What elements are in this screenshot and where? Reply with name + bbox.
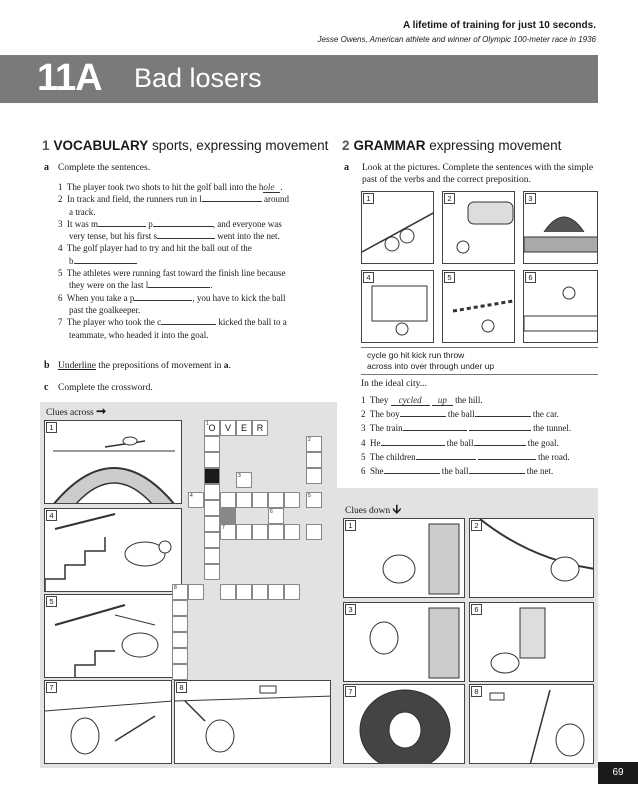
grammar-sentence-2: 2 The boy the ball the car. bbox=[361, 409, 559, 420]
arrow-down-icon: 🡫 bbox=[392, 502, 402, 516]
answer-field[interactable] bbox=[153, 218, 213, 227]
answer-field[interactable] bbox=[74, 255, 136, 264]
crossword-cell[interactable]: 8 bbox=[172, 584, 188, 600]
section2-title: GRAMMAR bbox=[353, 138, 426, 153]
answer-field[interactable] bbox=[384, 465, 440, 474]
crossword-cell[interactable] bbox=[284, 524, 300, 540]
across-panel-4: 4 bbox=[44, 508, 182, 592]
crossword-cell[interactable] bbox=[306, 452, 322, 468]
section1-title: VOCABULARY bbox=[53, 138, 149, 153]
preposition-list: across into over through under up bbox=[367, 361, 495, 371]
grammar-panel-4: 4 bbox=[361, 270, 434, 343]
s1-a-instruction: Complete the sentences. bbox=[58, 163, 151, 173]
bridge-illustration bbox=[45, 421, 182, 504]
down-panel-3: 3 bbox=[343, 602, 465, 682]
grammar-panel-1: 1 bbox=[361, 191, 434, 264]
answer-field[interactable] bbox=[381, 437, 445, 446]
across-panel-8: 8 bbox=[174, 680, 331, 764]
crossword-cell[interactable]: 1 O bbox=[204, 420, 220, 436]
s1-b-label: b bbox=[44, 360, 50, 371]
crossword-cell[interactable] bbox=[236, 524, 252, 540]
answer-field[interactable] bbox=[161, 316, 216, 325]
crossword-cell[interactable]: 6 bbox=[268, 508, 284, 524]
s2-a-instruction: Look at the pictures. Complete the sentences with the simple past of the verbs and the correct preposition. bbox=[362, 163, 594, 185]
crossword-cell[interactable] bbox=[204, 548, 220, 564]
clues-down-label: Clues down 🡫 bbox=[345, 502, 402, 516]
unit-banner bbox=[0, 55, 598, 103]
answer-field[interactable] bbox=[478, 451, 536, 460]
page-number: 69 bbox=[598, 762, 638, 784]
crossword-shaded-cell bbox=[220, 508, 236, 524]
crossword-cell[interactable] bbox=[172, 664, 188, 680]
quote-text: A lifetime of training for just 10 seconds. bbox=[403, 20, 596, 31]
across-panel-5: 5 bbox=[44, 594, 182, 678]
road-dog-illustration bbox=[45, 681, 172, 764]
s1-b-instruction: Underline the prepositions of movement in a. bbox=[58, 361, 231, 371]
vocab-sentence-5: 5 The athletes were running fast toward the finish line because they were on the last l . bbox=[58, 268, 286, 291]
answer-field[interactable] bbox=[469, 465, 525, 474]
crossword-cell[interactable]: R bbox=[252, 420, 268, 436]
crossword-cell[interactable] bbox=[172, 632, 188, 648]
grammar-panel-2: 2 bbox=[442, 191, 515, 264]
stairs-dog-illustration bbox=[45, 595, 182, 678]
down-panel-2: 2 bbox=[469, 518, 594, 598]
stairs-dog-illustration bbox=[45, 509, 182, 592]
crossword-cell[interactable] bbox=[204, 484, 220, 500]
answer-field[interactable] bbox=[134, 292, 192, 301]
answer-field[interactable] bbox=[157, 230, 215, 239]
grammar-sentence-6: 6 She the ball the net. bbox=[361, 466, 554, 477]
answer-field[interactable] bbox=[400, 408, 446, 417]
across-panel-1: 1 bbox=[44, 420, 182, 504]
answer-field[interactable] bbox=[98, 218, 146, 227]
crossword-cell[interactable]: 2 bbox=[306, 436, 322, 452]
crossword-cell[interactable] bbox=[236, 492, 252, 508]
quote-block bbox=[317, 20, 596, 44]
arrow-right-icon: ➞ bbox=[96, 404, 107, 418]
answer-field[interactable] bbox=[416, 451, 476, 460]
unit-number: 11A bbox=[37, 57, 102, 99]
crossword-cell[interactable] bbox=[204, 452, 220, 468]
word-box bbox=[361, 347, 598, 375]
crossword-cell[interactable] bbox=[268, 584, 284, 600]
answer-field[interactable]: ole bbox=[263, 182, 280, 193]
crossword-cell[interactable] bbox=[252, 524, 268, 540]
s2-a-label: a bbox=[344, 162, 349, 173]
vocab-sentence-4: 4 The golf player had to try and hit the ball out of the b . bbox=[58, 243, 252, 266]
vocab-sentence-1: 1 The player took two shots to hit the golf ball into the hole . bbox=[58, 182, 283, 192]
verb-list: cycle go hit kick run throw bbox=[367, 350, 465, 360]
church-dog-illustration bbox=[470, 603, 594, 682]
crossword-cell[interactable] bbox=[236, 584, 252, 600]
road-dog-illustration bbox=[470, 685, 594, 764]
crossword-cell[interactable] bbox=[306, 524, 322, 540]
unit-title: Bad losers bbox=[134, 63, 262, 93]
door-dog-illustration bbox=[344, 603, 465, 682]
grammar-panel-6: 6 bbox=[523, 270, 598, 343]
clues-across-label: Clues across ➞ bbox=[46, 404, 107, 418]
answer-field[interactable] bbox=[474, 437, 526, 446]
grammar-sentence-5: 5 The children the road. bbox=[361, 451, 570, 462]
crossword-cell[interactable] bbox=[268, 492, 284, 508]
field-dog-illustration bbox=[175, 681, 331, 764]
door-dog-illustration bbox=[344, 519, 465, 598]
grammar-sentence-3: 3 The train the tunnel. bbox=[361, 423, 572, 434]
answer-field[interactable] bbox=[403, 422, 467, 431]
down-panel-8: 8 bbox=[469, 684, 594, 764]
crossword-cell[interactable] bbox=[204, 564, 220, 580]
answer-field[interactable] bbox=[148, 279, 210, 288]
down-panel-6: 6 bbox=[469, 602, 594, 682]
section2-number: 2 bbox=[342, 138, 350, 153]
down-panel-1: 1 bbox=[343, 518, 465, 598]
grammar-sentences bbox=[361, 393, 598, 478]
grammar-panel-5: 5 bbox=[442, 270, 515, 343]
vocab-sentence-3: 3 It was m p , and everyone was very tense, but his first s went into the net. bbox=[58, 218, 282, 242]
crossword-cell[interactable] bbox=[188, 584, 204, 600]
section1-number: 1 bbox=[42, 138, 50, 153]
crossword-cell[interactable] bbox=[306, 468, 322, 484]
crossword-cell[interactable] bbox=[204, 500, 220, 516]
crossword-cell[interactable]: V bbox=[220, 420, 236, 436]
crossword-cell[interactable]: 7 bbox=[220, 524, 236, 540]
crossword-cell[interactable] bbox=[220, 492, 236, 508]
answer-field[interactable]: cycled bbox=[391, 395, 430, 406]
section2-subtitle: expressing movement bbox=[429, 138, 562, 153]
s1-a-label: a bbox=[44, 162, 49, 173]
crossword-cell[interactable] bbox=[172, 600, 188, 616]
grammar-sentence-1: 1 They cycled up the hill. bbox=[361, 395, 483, 405]
answer-field[interactable] bbox=[475, 408, 531, 417]
crossword-cell[interactable]: 4 bbox=[188, 492, 204, 508]
grammar-intro: In the ideal city... bbox=[361, 379, 427, 389]
down-panel-7: 7 bbox=[343, 684, 465, 764]
crossword-grid bbox=[172, 420, 332, 680]
crossword-cell[interactable] bbox=[284, 492, 300, 508]
crossword-cell[interactable] bbox=[172, 648, 188, 664]
vocab-sentence-7: 7 The player who took the c kicked the ball to a teammate, who headed it into the goal. bbox=[58, 317, 287, 340]
answer-field[interactable] bbox=[469, 422, 531, 431]
section2-heading bbox=[342, 138, 561, 153]
crossword-cell[interactable]: E bbox=[236, 420, 252, 436]
crossword-cell[interactable] bbox=[268, 524, 284, 540]
crossword-cell[interactable] bbox=[204, 532, 220, 548]
grammar-sentence-4: 4 He the ball the goal. bbox=[361, 437, 559, 448]
vocab-sentence-2: 2 In track and field, the runners run in l around a track. bbox=[58, 194, 289, 217]
s1-c-instruction: Complete the crossword. bbox=[58, 383, 153, 393]
s1-c-label: c bbox=[44, 382, 49, 393]
vocab-sentence-6: 6 When you take a p , you have to kick the ball past the goalkeeper. bbox=[58, 292, 286, 315]
quote-attribution: Jesse Owens, American athlete and winner of Olympic 100-meter race in 1936 bbox=[317, 35, 596, 44]
crossword-cell[interactable] bbox=[252, 492, 268, 508]
crossword-cell[interactable] bbox=[220, 584, 236, 600]
vocab-sentences bbox=[58, 181, 338, 341]
crossword-cell[interactable]: 5 bbox=[306, 492, 322, 508]
answer-field[interactable]: up bbox=[432, 395, 453, 406]
crossword-black-cell bbox=[204, 468, 220, 484]
crossword-cell[interactable] bbox=[252, 584, 268, 600]
crossword-cell[interactable] bbox=[204, 516, 220, 532]
grammar-panel-3: 3 bbox=[523, 191, 598, 264]
crossword-cell[interactable] bbox=[204, 436, 220, 452]
crossword-cell[interactable] bbox=[284, 584, 300, 600]
across-panel-7: 7 bbox=[44, 680, 172, 764]
section1-subtitle: sports, expressing movement bbox=[152, 138, 329, 153]
section1-heading bbox=[42, 138, 328, 153]
slope-dog-illustration bbox=[470, 519, 594, 598]
crossword-cell[interactable] bbox=[172, 616, 188, 632]
tunnel-dog-illustration bbox=[344, 685, 465, 764]
answer-field[interactable] bbox=[202, 193, 262, 202]
crossword-cell[interactable]: 3 bbox=[236, 472, 252, 488]
